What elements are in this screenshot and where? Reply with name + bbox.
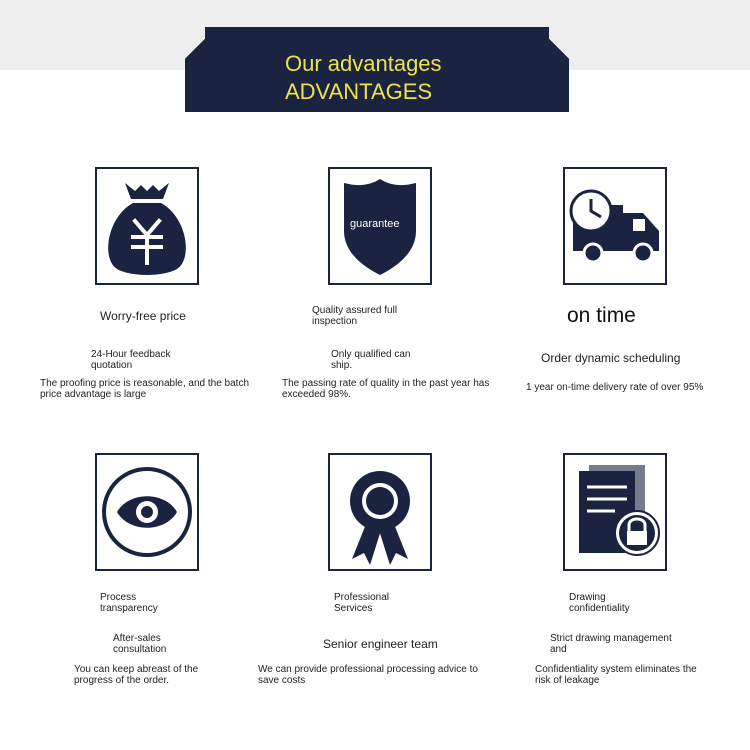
item-2-description: The passing rate of quality in the past year has exceeded 98%. <box>282 378 490 400</box>
item-6-subtitle: Strict drawing management and <box>550 633 672 655</box>
money-bag-yuan-icon <box>95 167 199 285</box>
award-ribbon-icon <box>328 453 432 571</box>
item-6-title: Drawing confidentiality <box>569 592 630 614</box>
item-1-description: The proofing price is reasonable, and the batch price advantage is large <box>40 378 250 400</box>
item-4-title: Process transparency <box>100 592 158 614</box>
banner-title: Our advantages <box>285 51 442 76</box>
item-5-title: Professional Services <box>334 592 390 614</box>
item-3-subtitle: Order dynamic scheduling <box>541 351 681 365</box>
item-4-description: You can keep abreast of the progress of the order. <box>74 664 199 686</box>
item-3-description: 1 year on-time delivery rate of over 95% <box>526 382 704 393</box>
eye-icon <box>95 453 199 571</box>
shield-label: guarantee <box>350 218 400 230</box>
item-4-subtitle: After-sales consultation <box>113 633 167 655</box>
item-1-title: Worry-free price <box>100 309 186 323</box>
banner-subtitle: ADVANTAGES <box>285 79 433 104</box>
truck-clock-icon <box>563 167 667 285</box>
shield-guarantee-icon <box>328 167 432 285</box>
item-6-description: Confidentiality system eliminates the risk of leakage <box>535 664 697 686</box>
item-1-subtitle: 24-Hour feedback quotation <box>91 349 171 371</box>
document-lock-icon <box>563 453 667 571</box>
item-2-title: Quality assured full inspection <box>312 305 398 327</box>
item-5-description: We can provide professional processing advice to save costs <box>258 664 478 686</box>
item-5-subtitle: Senior engineer team <box>323 637 438 651</box>
item-3-title: on time <box>567 304 636 327</box>
item-2-subtitle: Only qualified can ship. <box>331 349 411 371</box>
advantages-banner <box>185 27 569 112</box>
